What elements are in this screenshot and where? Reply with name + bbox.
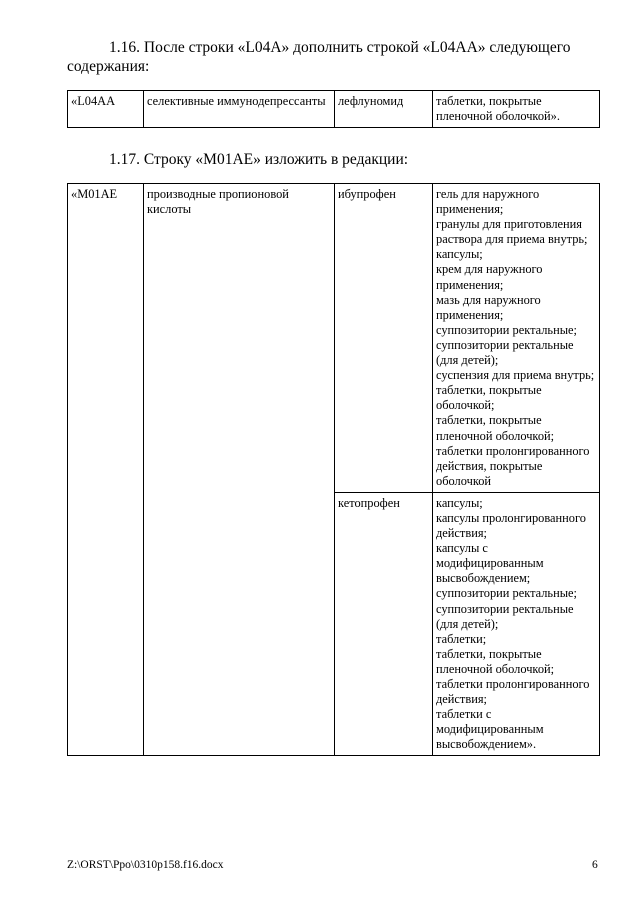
dosage-form-item: таблетки, покрытые пленочной оболочкой; bbox=[436, 646, 555, 676]
dosage-form-item: таблетки с модифицированным высвобождением». bbox=[436, 707, 544, 752]
dosage-form-item: гранулы для приготовления раствора для приема внутрь; bbox=[436, 217, 588, 247]
dosage-form-item: суппозитории ректальные (для детей); bbox=[436, 337, 574, 368]
table-l04aa bbox=[67, 90, 600, 128]
dosage-form-cell: таблетки, покрытые пленочной оболочкой». bbox=[433, 91, 600, 128]
dosage-form-item: капсулы с модифицированным высвобождением; bbox=[436, 541, 544, 586]
drug-name-cell: ибупрофен bbox=[335, 184, 433, 493]
dosage-form-item: гель для наружного применения; bbox=[436, 187, 540, 217]
dosage-form-item: капсулы; bbox=[436, 247, 483, 262]
dosage-form-item: таблетки пролонгированного действия, покрытые оболочкой bbox=[436, 443, 590, 488]
dosage-form-item: таблетки пролонгированного действия; bbox=[436, 677, 590, 707]
dosage-form-item: таблетки, покрытые оболочкой; bbox=[436, 383, 542, 413]
section-1-16-paragraph bbox=[67, 38, 582, 76]
dosage-forms-cell bbox=[433, 492, 600, 756]
dosage-forms-cell bbox=[433, 184, 600, 493]
dosage-form-item: суппозитории ректальные (для детей); bbox=[436, 601, 574, 631]
dosage-form-item: капсулы; bbox=[436, 495, 483, 510]
section-1-17-paragraph bbox=[67, 150, 582, 169]
dosage-form-item: суспензия для приема внутрь; bbox=[436, 368, 595, 383]
dosage-form-item: суппозитории ректальные; bbox=[436, 322, 577, 337]
drug-name-cell: кетопрофен bbox=[335, 492, 433, 756]
dosage-form-item: суппозитории ректальные; bbox=[436, 586, 577, 601]
table-m01ae bbox=[67, 183, 600, 756]
drug-group-cell: селективные иммунодепрессанты bbox=[144, 91, 335, 128]
footer-file-path: Z:\ORST\Ppo\0310p158.f16.docx bbox=[67, 859, 224, 871]
footer-page-number: 6 bbox=[592, 859, 598, 871]
dosage-form-item: крем для наружного применения; bbox=[436, 262, 543, 292]
table-row bbox=[68, 91, 600, 128]
dosage-form-item: таблетки, покрытые пленочной оболочкой; bbox=[436, 413, 555, 443]
drug-name-cell: лефлуномид bbox=[335, 91, 433, 128]
dosage-form-item: таблетки; bbox=[436, 631, 487, 646]
section-1-17-text: 1.17. Строку «M01AE» изложить в редакции: bbox=[109, 151, 409, 168]
dosage-form-item: мазь для наружного применения; bbox=[436, 292, 541, 322]
table-row bbox=[68, 184, 600, 493]
section-1-16-line2: содержания: bbox=[67, 58, 150, 75]
atc-code-cell: «M01AE bbox=[68, 184, 144, 756]
atc-code-cell: «L04AA bbox=[68, 91, 144, 128]
drug-group-cell: производные пропионовой кислоты bbox=[144, 184, 335, 756]
section-1-16-line1: 1.16. После строки «L04A» дополнить строкой «L04AA» следующего bbox=[109, 39, 571, 56]
dosage-form-item: капсулы пролонгированного действия; bbox=[436, 510, 586, 541]
